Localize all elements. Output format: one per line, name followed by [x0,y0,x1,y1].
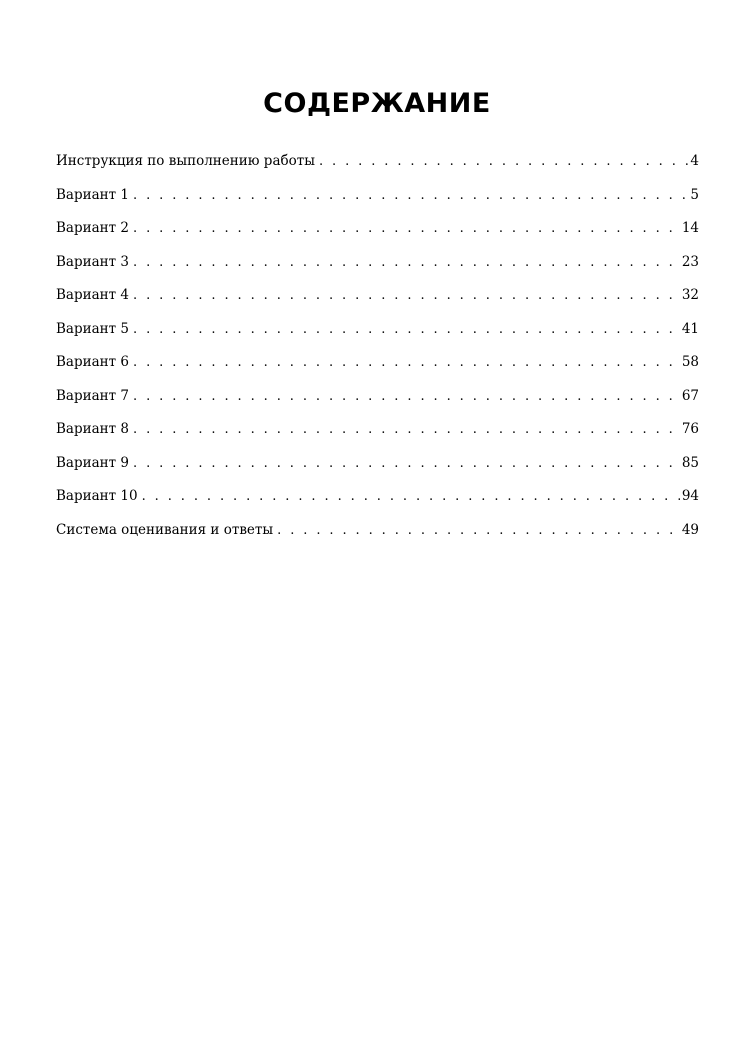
toc-entry-label: Вариант 3 [56,253,130,270]
toc-page-number: 67 [681,387,699,404]
toc-entry [56,519,699,553]
toc-page-number: 23 [681,253,699,270]
toc-page-number: 14 [681,220,699,236]
toc-page-number: 32 [681,287,699,303]
toc-dot-leader [319,151,688,173]
toc-entry-label: Вариант 6 [56,354,130,370]
toc-dot-leader [133,185,688,207]
page-title: СОДЕРЖАНИЕ [263,88,491,119]
toc-entry [56,284,699,318]
toc-entry [56,452,699,486]
toc-entry-label: Вариант 9 [56,454,130,471]
toc-page-number: 41 [681,320,699,337]
table-of-contents [56,150,699,552]
toc-dot-leader [133,285,680,307]
toc-entry [56,485,699,519]
toc-entry-label: Вариант 8 [56,421,130,437]
toc-entry [56,318,699,352]
toc-entry-label: Вариант 7 [56,387,130,404]
toc-entry-label: Вариант 5 [56,320,130,337]
toc-dot-leader [133,453,680,475]
toc-page-number: 5 [690,186,699,203]
toc-dot-leader [133,218,680,240]
toc-page-number: 4 [690,153,699,169]
toc-page-number: 94 [681,488,699,504]
toc-dot-leader [277,520,680,542]
toc-dot-leader [133,386,680,408]
toc-entry [56,217,699,251]
toc-page-number: 58 [681,354,699,370]
toc-entry [56,150,699,184]
toc-page-number: 85 [681,454,699,471]
toc-page-number: 76 [681,421,699,437]
toc-entry [56,418,699,452]
toc-dot-leader [133,319,680,341]
toc-page-number: 49 [681,521,699,538]
toc-entry [56,351,699,385]
toc-dot-leader [133,419,680,441]
toc-dot-leader [142,486,680,508]
toc-entry [56,184,699,218]
toc-entry-label: Вариант 10 [56,488,138,504]
toc-entry-label: Вариант 4 [56,287,130,303]
toc-entry [56,385,699,419]
toc-entry [56,251,699,285]
toc-entry-label: Система оценивания и ответы [56,521,274,538]
toc-entry-label: Вариант 1 [56,186,130,203]
toc-entry-label: Инструкция по выполнению работы [56,153,315,169]
toc-entry-label: Вариант 2 [56,220,130,236]
toc-dot-leader [133,252,680,274]
toc-dot-leader [133,352,680,374]
